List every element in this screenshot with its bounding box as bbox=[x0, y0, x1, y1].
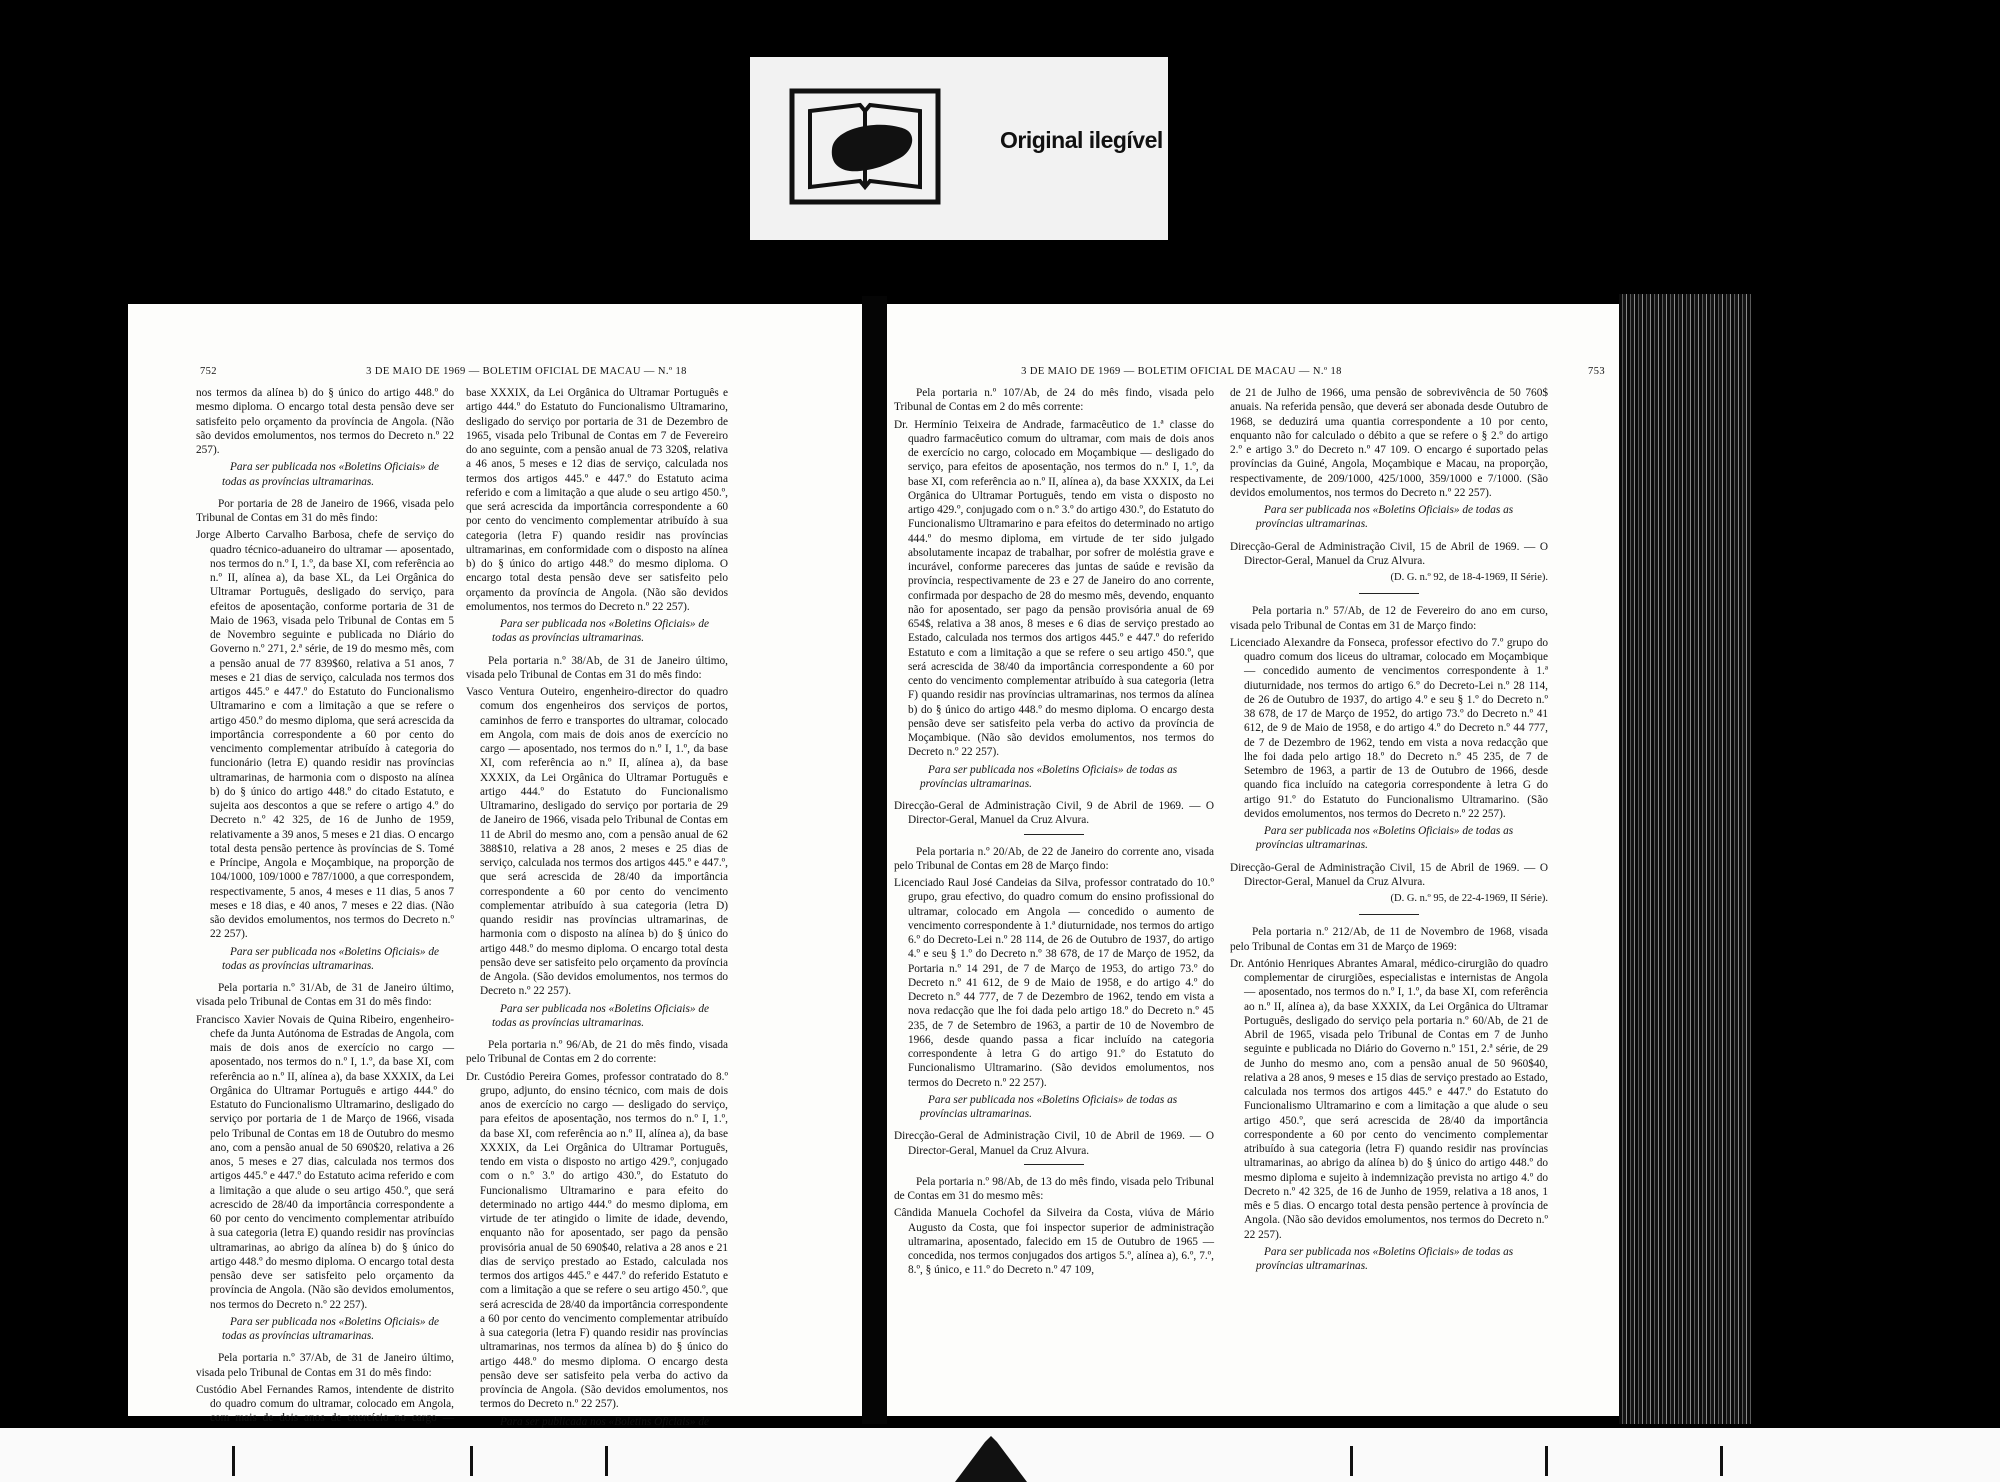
page-number: 752 bbox=[200, 366, 217, 377]
portaria-heading: Pela portaria n.º 20/Ab, de 22 de Janeiro do corrente ano, visada pelo Tribunal de Contas em 28 de Março findo: bbox=[894, 845, 1214, 872]
left-page-header bbox=[128, 366, 865, 382]
paragraph: Francisco Xavier Novais de Quina Ribeiro, engenheiro-chefe da Junta Autónoma de Estradas de Angola, com mais de dois anos de exercício no cargo — aposentado, nos termos do n.º I, 1.º, da base XI, com referência ao n.º II, alínea a), da base XXXIX, da Lei Orgânica do Ultramar Português e artigo 444.º do Estatuto do Funcionalismo Ultramarino, desligado do serviço por portaria de 1 de Março de 1966, visada pelo Tribunal de Contas em 18 de Outubro do mesmo ano, com a pensão anual de 50 690$20, relativa a 26 anos, 5 meses e 27 dias, calculada nos termos dos artigos 445.º e 447.º do Estatuto acima referido e com a limitação a que alude o seu artigo 450.º, que será acrescido de 28/40 da importância correspondente a 60 por cento do vencimento complementar atribuído à sua categoria (letra E) quando residir nas províncias ultramarinas, ao abrigo da alínea b) do § único do artigo 448.º do mesmo diploma. O encargo total desta pensão deve ser satisfeito pelo orçamento da província de Angola. (Não são devidos emolumentos, nos termos do Decreto n.º 22 257). bbox=[196, 1013, 454, 1311]
left-column-2 bbox=[466, 386, 728, 1428]
running-head: 3 DE MAIO DE 1969 — BOLETIM OFICIAL DE MACAU — N.º 18 bbox=[366, 366, 687, 377]
portaria-heading: Por portaria de 28 de Janeiro de 1966, visada pelo Tribunal de Contas em 31 do mês findo: bbox=[196, 497, 454, 524]
divider bbox=[1024, 1164, 1084, 1165]
right-column-2 bbox=[1230, 386, 1548, 1386]
divider bbox=[1024, 834, 1084, 835]
publication-note: Para ser publicada nos «Boletins Oficiais» de todas as províncias ultramarinas. bbox=[1256, 825, 1514, 852]
film-strip bbox=[0, 1428, 2000, 1482]
illegible-original-notice bbox=[750, 57, 1168, 240]
book-spine bbox=[862, 296, 887, 1424]
diario-reference: (D. G. n.º 92, de 18-4-1969, II Série). bbox=[1390, 572, 1548, 583]
paragraph: Licenciado Alexandre da Fonseca, professor efectivo do 7.º grupo do quadro comum dos liceus do ultramar, colocado em Moçambique — concedido aumento de vencimentos correspondente à 1.ª diuturnidade, nos termos do artigo 6.º do Decreto-Lei n.º 28 114, de 26 de Outubro de 1937, do artigo 4.º e seu § 1.º do Decreto n.º 38 678, de 17 de Março de 1952, do artigo 73.º do Decreto n.º 41 612, de 9 de Maio de 1958, e do artigo 4.º do Decreto n.º 44 777, de 7 de Dezembro de 1962, tendo em vista a nova redacção que lhe foi dada pelo artigo 18.º do Decreto n.º 45 235, de 7 de Setembro de 1963, a partir de 13 de Outubro de 1966, desde quando fica incluído na categoria correspondente à letra G do artigo 91.º do Estatuto do Funcionalismo Ultramarino. (São devidos emolumentos, nos termos do Decreto n.º 22 257). bbox=[1230, 636, 1548, 820]
paragraph: de 21 de Julho de 1966, uma pensão de sobrevivência de 50 760$ anuais. Na referida pensão, que deverá ser abonada desde Outubro de 1968, se deduzirá uma quantia correspondente a 10 por cento, enquanto não for calculado o débito a que se refere o § 2.º do artigo 2.º e artigo 3.º do Decreto n.º 47 109. O encargo é suportado pelas províncias da Guiné, Angola, Moçambique e Macau, na proporção, respectivamente, de 209/1000, 425/1000, 359/1000 e 7/1000. (São devidos emolumentos, nos termos do Decreto n.º 22 257). bbox=[1230, 387, 1548, 499]
paragraph: Dr. Custódio Pereira Gomes, professor contratado do 8.º grupo, adjunto, do ensino técnico, com mais de dois anos de exercício no cargo — desligado do serviço, para efeitos de aposentação, nos termos do n.º I, 1.º, da base XI, com referência ao n.º II, alínea a), da base XXXIX, da Lei Orgânica do Ultramar Português, tendo em vista o disposto no artigo 429.º, conjugado com o n.º 3.º do artigo 430.º, do Estatuto do Funcionalismo Ultramarino e para efeito do determinado no artigo 444.º do mesmo diploma, em virtude de ter atingido o limite de idade, devendo, enquanto não for aposentado, ser pago da pensão provisória anual de 50 690$40, relativa a 28 anos e 21 dias de serviço prestado ao Estado, calculada nos termos dos artigos 445.º e 447.º do referido Estatuto e com a limitação a que se refere o seu artigo 450.º, que será acrescida de 28/40 da importância correspondente a 60 por cento do vencimento complementar atribuído à sua categoria (letra F) quando residir nas províncias ultramarinas, nos termos da alínea b) do § único do artigo 448.º do mesmo diploma. O encargo desta pensão deve ser satisfeito pela verba do activo da província de Angola. (São devidos emolumentos, nos termos do Decreto n.º 22 257). bbox=[466, 1070, 728, 1411]
film-mark bbox=[1720, 1446, 1723, 1476]
film-mark bbox=[470, 1446, 473, 1476]
portaria-heading: Pela portaria n.º 212/Ab, de 11 de Novembro de 1968, visada pelo Tribunal de Contas em 31 de Março de 1969: bbox=[1230, 926, 1548, 953]
portaria-heading: Pela portaria n.º 37/Ab, de 31 de Janeiro último, visada pelo Tribunal de Contas em 31 do mês findo: bbox=[196, 1352, 454, 1379]
paragraph: Custódio Abel Fernandes Ramos, intendente de distrito do quadro comum do ultramar, colocado em Angola, com mais de dois anos de exercício no cargo — bbox=[196, 1383, 454, 1425]
film-mark bbox=[605, 1446, 608, 1476]
right-page bbox=[884, 304, 1619, 1416]
left-column-1 bbox=[196, 386, 454, 1425]
right-page-header bbox=[884, 366, 1619, 382]
divider bbox=[1359, 914, 1419, 915]
paragraph: base XXXIX, da Lei Orgânica do Ultramar Português e artigo 444.º do Estatuto do Funcionalismo Ultramarino, desligado do serviço por portaria de 31 de Dezembro de 1965, visada pelo Tribunal de Contas em 7 de Fevereiro do ano seguinte, com a pensão anual de 73 320$, relativa a 46 anos, 5 meses e 12 dias de serviço, calculada nos termos dos artigos 445.º e 447.º do Estatuto acima referido e com a limitação a que alude o seu artigo 450.º, que será acrescida da importância correspondente a 60 por cento do vencimento complementar atribuído à sua categoria (letra F) quando residir nas províncias ultramarinas, em conformidade com o disposto na alínea b) do § único do artigo 448.º do mesmo diploma. O encargo total desta pensão deve ser satisfeito pelo orçamento da província de Angola. (Não são devidos emolumentos, nos termos do Decreto n.º 22 257). bbox=[466, 387, 728, 613]
illegible-original-label: Original ilegível bbox=[1000, 127, 1163, 153]
paragraph: Vasco Ventura Outeiro, engenheiro-director do quadro comum dos engenheiros dos serviços de portos, caminhos de ferro e transportes do ultramar, colocado em Angola, com mais de dois anos de exercício no cargo — aposentado, nos termos do n.º I, 1.º, da base XI, com referência ao n.º II, alínea a), da base XXXIX, da Lei Orgânica do Ultramar Português e artigo 444.º do Estatuto do Funcionalismo Ultramarino, desligado do serviço por portaria de 29 de Janeiro de 1966, visada pelo Tribunal de Contas em 11 de Abril do mesmo ano, com a pensão anual de 62 388$10, relativa a 28 anos, 2 meses e 25 dias de serviço, calculada nos termos dos artigos 445.º e 447.º, que será acrescida de 28/40 da importância correspondente a 60 por cento do vencimento complementar atribuído à sua categoria (letra D) quando residir nas províncias ultramarinas, de harmonia com o disposto na alínea b) do § único do artigo 448.º do mesmo diploma. O encargo total desta pensão deve ser satisfeito pelo orçamento da província de Angola. (São devidos emolumentos, nos termos do Decreto n.º 22 257). bbox=[466, 686, 728, 998]
publication-note: Para ser publicada nos «Boletins Oficiais» de bbox=[500, 1415, 709, 1428]
portaria-heading: Pela portaria n.º 96/Ab, de 21 do mês findo, visada pelo Tribunal de Contas em 2 do corrente: bbox=[466, 1039, 728, 1066]
signature-line: Direcção-Geral de Administração Civil, 10 de Abril de 1969. — O Director-Geral, Manuel da Cruz Alvura. bbox=[894, 1130, 1214, 1157]
publication-note: Para ser publicada nos «Boletins Oficiais» de todas as províncias ultramarinas. bbox=[222, 461, 439, 488]
publication-note: Para ser publicada nos «Boletins Oficiais» de todas as províncias ultramarinas. bbox=[1256, 1245, 1514, 1272]
running-head: 3 DE MAIO DE 1969 — BOLETIM OFICIAL DE MACAU — N.º 18 bbox=[1021, 366, 1342, 377]
publication-note: Para ser publicada nos «Boletins Oficiais» de todas as províncias ultramarinas. bbox=[222, 1315, 439, 1342]
film-mark bbox=[1545, 1446, 1548, 1476]
publication-note: Para ser publicada nos «Boletins Oficiais» de todas as províncias ultramarinas. bbox=[492, 1002, 709, 1029]
signature-line: Direcção-Geral de Administração Civil, 9 de Abril de 1969. — O Director-Geral, Manuel da Cruz Alvura. bbox=[894, 800, 1214, 827]
portaria-heading: Pela portaria n.º 38/Ab, de 31 de Janeiro último, visada pelo Tribunal de Contas em 31 do mês findo: bbox=[466, 654, 728, 681]
film-mark bbox=[232, 1446, 235, 1476]
right-column-1 bbox=[894, 386, 1214, 1386]
publication-note: Para ser publicada nos «Boletins Oficiais» de todas as províncias ultramarinas. bbox=[222, 945, 439, 972]
portaria-heading: Pela portaria n.º 107/Ab, de 24 do mês findo, visada pelo Tribunal de Contas em 2 do mês corrente: bbox=[894, 387, 1214, 414]
left-page bbox=[128, 304, 865, 1428]
publication-note: Para ser publicada nos «Boletins Oficiais» de todas as províncias ultramarinas. bbox=[1256, 504, 1514, 531]
publication-note: Para ser publicada nos «Boletins Oficiais» de todas as províncias ultramarinas. bbox=[920, 763, 1178, 790]
page-number: 753 bbox=[1588, 366, 1605, 377]
paragraph: Licenciado Raul José Candeias da Silva, professor contratado do 10.º grupo, grau efectivo, do quadro comum do ensino profissional do ultramar, colocado em Angola — concedido o aumento de vencimento correspondente à 1.ª diuturnidade, nos termos do artigo 6.º do Decreto-Lei n.º 28 114, de 26 de Outubro de 1937, do artigo 4.º e seu § 1.º do Decreto n.º 38 678, de 17 de Março de 1952, da Portaria n.º 14 291, de 7 de Março de 1953, do artigo 73.º do Decreto n.º 41 612, de 9 de Maio de 1958, e do artigo 4.º do Decreto n.º 44 777, de 7 de Dezembro de 1962, tendo em vista a nova redacção que lhe foi dada pelo artigo 18.º do Decreto n.º 45 235, de 7 de Setembro de 1963, a partir de 10 de Novembro de 1966, desde quando passa a ficar incluído na categoria correspondente à letra G do artigo 91.º do Estatuto do Funcionalismo Ultramarino. (São devidos emolumentos, nos termos do Decreto n.º 22 257). bbox=[894, 877, 1214, 1089]
paragraph: nos termos da alínea b) do § único do artigo 448.º do mesmo diploma. O encargo total desta pensão deve ser satisfeito pelo orçamento da província de Angola. (Não são devidos emolumentos, nos termos do Decreto n.º 22 257). bbox=[196, 387, 454, 456]
portaria-heading: Pela portaria n.º 98/Ab, de 13 do mês findo, visada pelo Tribunal de Contas em 31 do mesmo mês: bbox=[894, 1175, 1214, 1202]
book-spine-mark-icon bbox=[955, 1436, 1027, 1482]
diario-reference: (D. G. n.º 95, de 22-4-1969, II Série). bbox=[1390, 893, 1548, 904]
signature-line: Direcção-Geral de Administração Civil, 15 de Abril de 1969. — O Director-Geral, Manuel da Cruz Alvura. bbox=[1230, 861, 1548, 888]
portaria-heading: Pela portaria n.º 57/Ab, de 12 de Fevereiro do ano em curso, visada pelo Tribunal de Contas em 31 de Março findo: bbox=[1230, 605, 1548, 632]
divider bbox=[1359, 593, 1419, 594]
publication-note: Para ser publicada nos «Boletins Oficiais» de todas as províncias ultramarinas. bbox=[492, 618, 709, 645]
page-edges bbox=[1619, 294, 1751, 1424]
paragraph: Cândida Manuela Cochofel da Silveira da Costa, viúva de Mário Augusto da Costa, que foi inspector superior de administração ultramarina, aposentado, falecido em 15 de Outubro de 1965 — concedida, nos termos conjugados dos artigos 5.º, alínea a), 6.º, 7.º, 8.º, § único, e 11.º do Decreto n.º 47 109, bbox=[894, 1207, 1214, 1277]
portaria-heading: Pela portaria n.º 31/Ab, de 31 de Janeiro último, visada pelo Tribunal de Contas em 31 do mês findo: bbox=[196, 982, 454, 1009]
open-book-with-ink-blot-icon bbox=[790, 89, 940, 204]
publication-note: Para ser publicada nos «Boletins Oficiais» de todas as províncias ultramarinas. bbox=[920, 1093, 1178, 1120]
paragraph: Dr. António Henriques Abrantes Amaral, médico-cirurgião do quadro complementar de cirurgiões, especialistas e internistas de Angola — aposentado, nos termos do n.º I, 1.º, da base XI, com referência ao n.º II, alínea a), da base XXXIX, da Lei Orgânica do Ultramar Português, desligado do serviço pela portaria n.º 60/Ab, de 21 de Abril de 1965, visada pelo Tribunal de Contas em 7 de Junho seguinte e publicada no Diário do Governo n.º 151, 2.ª série, de 29 de Junho do mesmo ano, com a pensão anual de 50 960$40, relativa a 28 anos, 9 meses e 15 dias de serviço prestado ao Estado, calculada nos termos dos artigos 445.º e 447.º do Estatuto do Funcionalismo Ultramarino e com a limitação a que alude o seu artigo 450.º, que será acrescida de 28/40 da importância correspondente a 60 por cento do vencimento complementar atribuído à sua categoria (letra F) quando residir nas províncias ultramarinas, ao abrigo da alínea b) do § único do artigo 448.º do mesmo diploma e sujeito à indemnização prevista no artigo 4.º do Decreto n.º 42 325, de 16 de Junho de 1959, relativa a 18 anos, 1 mês e 5 dias. O encargo total desta pensão pertence à província de Angola. (Não são devidos emolumentos, nos termos do Decreto n.º 22 257). bbox=[1230, 957, 1548, 1241]
paragraph: Jorge Alberto Carvalho Barbosa, chefe de serviço do quadro técnico-aduaneiro do ultramar — aposentado, nos termos do n.º I, 1.º, da base XI, com referência ao n.º II, alínea a), da base XL, da Lei Orgânica do Ultramar Português, desligado do serviço, para efeitos de aposentação, conforme portaria de 31 de Maio de 1963, visada pelo Tribunal de Contas em 5 de Novembro seguinte e publicada no Diário do Governo n.º 271, 2.ª série, de 19 do mesmo mês, com a pensão anual de 77 839$60, relativa a 51 anos, 7 meses e 21 dias de serviço, calculada nos termos dos artigos 445.º e 447.º do Estatuto do Funcionalismo Ultramarino e com a limitação a que se refere o artigo 450.º do mesmo diploma, que será acrescida da importância correspondente a 60 por cento do vencimento complementar atribuído à categoria do funcionário (letra E) quando residir nas províncias ultramarinas, de harmonia com o disposto na alínea b) do § único do artigo 448.º do citado Estatuto, e sujeita aos descontos a que se refere o artigo 4.º do Decreto n.º 42 325, de 16 de Junho de 1959, relativamente a 39 anos, 5 meses e 21 dias. O encargo total desta pensão pertence às províncias de S. Tomé e Príncipe, Angola e Moçambique, na proporção de 104/1000, 109/1000 e 787/1000, a que correspondem, respectivamente, 5 anos, 4 meses e 11 dias, 5 anos 7 meses e 18 dias, e 40 anos, 7 meses e 22 dias. (Não são devidos emolumentos, nos termos do Decreto n.º 22 257). bbox=[196, 529, 454, 941]
signature-line: Direcção-Geral de Administração Civil, 15 de Abril de 1969. — O Director-Geral, Manuel da Cruz Alvura. bbox=[1230, 540, 1548, 567]
film-mark bbox=[1350, 1446, 1353, 1476]
paragraph: Dr. Hermínio Teixeira de Andrade, farmacêutico de 1.ª classe do quadro farmacêutico comum do ultramar, com mais de dois anos de exercício no cargo, colocado em Moçambique — desligado do serviço, para efeitos de aposentação, nos termos do n.º I, 1.º, da base XI, com referência ao n.º II, alínea a), da base XXXIX, da Lei Orgânica do Ultramar Português, tendo em vista o disposto no artigo 429.º, conjugado com o n.º 3.º do artigo 430.º, do Estatuto do Funcionalismo Ultramarino e para efeitos do determinado no artigo 444.º do mesmo diploma, em virtude de ter sido julgado absolutamente incapaz de trabalhar, por sofrer de moléstia grave e incurável, conforme pareceres das juntas de saúde e revisão da província, respectivamente de 23 e 27 de Janeiro do ano corrente, confirmada por despacho de 28 do mesmo mês, devendo, enquanto não for aposentado, ser pago da pensão provisória anual de 69 654$, relativa a 38 anos, 8 meses e 6 dias de serviço prestado ao Estado, calculada nos termos dos artigos 445.º e 447.º do referido Estatuto e com a limitação a que se refere o seu artigo 450.º, que será acrescida de 38/40 da importância correspondente a 60 por cento do vencimento complementar atribuído à sua categoria (letra F) quando residir nas províncias ultramarinas, nos termos da alínea b) do § único do artigo 448.º do mesmo diploma. O encargo desta pensão deve ser satisfeito pela verba do activo da província de Moçambique. (Não são devidos emolumentos, nos termos do Decreto n.º 22 257). bbox=[894, 418, 1214, 759]
